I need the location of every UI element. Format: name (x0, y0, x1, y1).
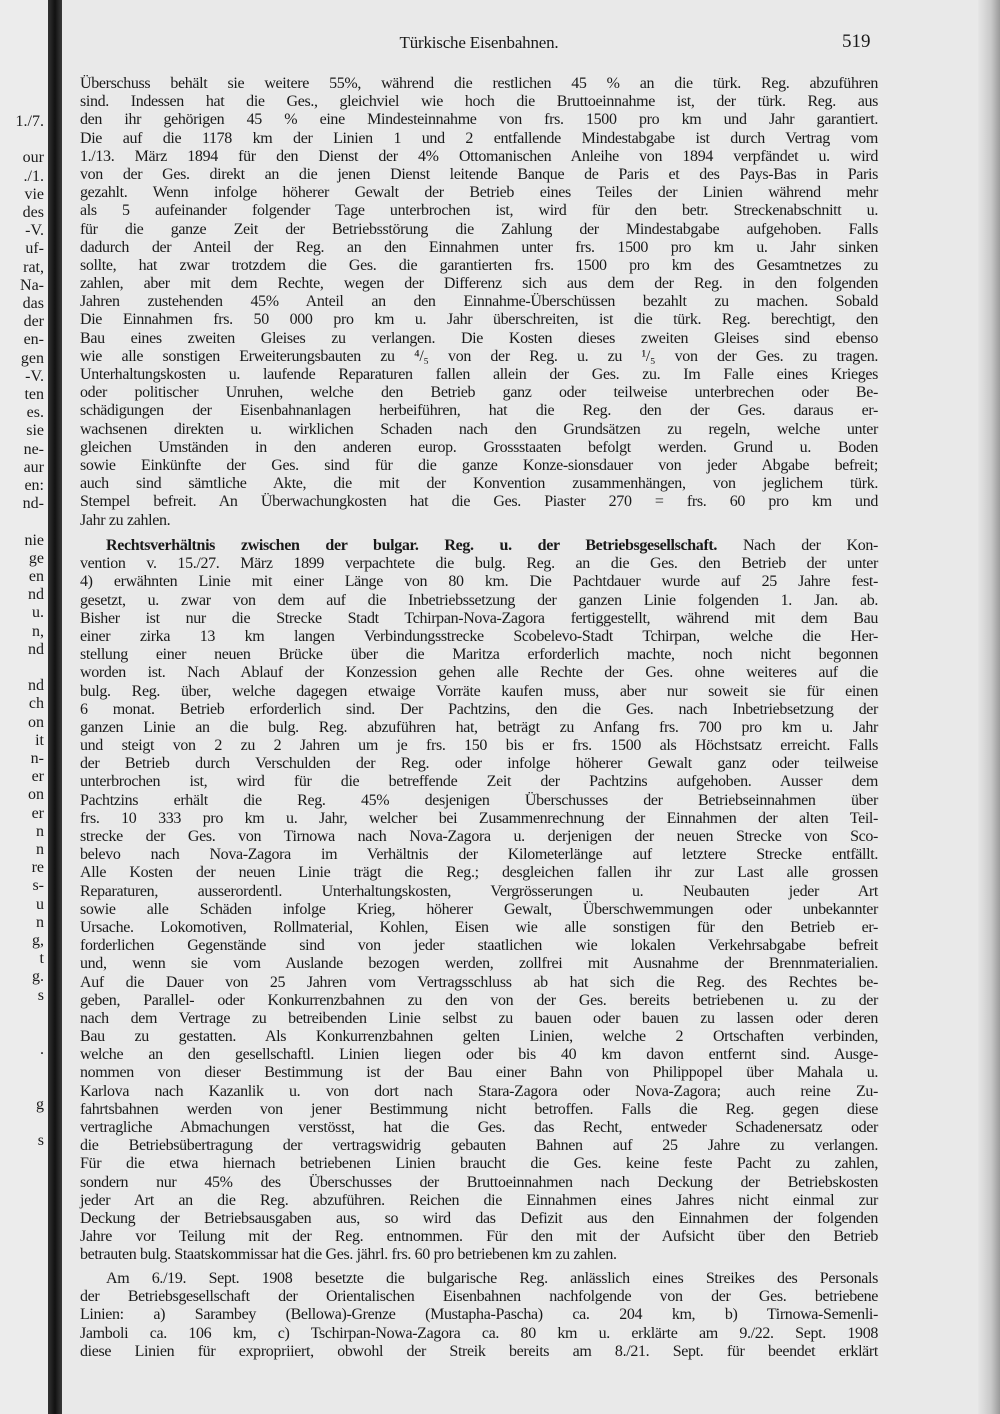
text-line: nach dem Vertrage zu betreibenden Linie selbst zu bauen oder bauen zu lassen oder deren (80, 1009, 878, 1027)
text-line: dadurch der Anteil der Reg. an den Einnahmen unter frs. 1500 pro km u. Jahr sinken (80, 238, 878, 256)
book-binding-shadow (48, 0, 62, 1414)
text-line: 6 monat. Betrieb erforderlich sind. Der Pachtzins, den die Ges. nach Inbetriebsetzung der (80, 700, 878, 718)
text-line: Unterhaltungskosten u. laufende Reparaturen fallen allein der Ges. zu. Im Falle eines Krieges (80, 366, 878, 383)
text-line: forderlichen Gegenstände sind von jeder staatlichen wie lokalen Verkehrsabgabe befreit (80, 937, 878, 955)
margin-fragment: s (37, 986, 44, 1004)
text-line: Bau eines zweiten Gleises zu verlangen. Die Kosten dieses zweiten Gleises sind ebenso (80, 329, 878, 347)
margin-fragment: n- (30, 750, 44, 767)
margin-fragment: das (22, 295, 44, 312)
paragraph-turkish-concession (80, 75, 878, 530)
margin-fragment: g, (32, 932, 44, 949)
margin-fragment: on (28, 713, 44, 731)
margin-fragment: n, (32, 622, 44, 640)
text-line: Jahren zustehenden 45% Anteil an den Einnahme-Überschüssen bezahlt zu machen. Sobald (80, 293, 878, 311)
margin-fragment: gen (20, 349, 44, 367)
text-line: betrauten bulg. Staatskommissar hat die Ges. jährl. frs. 60 pro betriebenen km zu zahlen. (80, 1246, 617, 1264)
text-line: einer zirka 13 km langen Verbindungsstrecke Scobelevo-Stadt Tchirpan, welche die Her- (80, 627, 878, 645)
margin-fragment: g (36, 1095, 44, 1113)
text-line: Alle Kosten der neuen Linie trägt die Reg.; desgleichen fallen ihr zur Last alle grossen (80, 864, 878, 882)
text-line: von der Ges. direkt an die jenen Dienst leitende Banque de Paris et des Pays-Bas in Paris (80, 165, 878, 183)
text-line: ganzen Linie an die bulg. Reg. abzuführen hat, beträgt zu Anfang frs. 700 pro km u. Jahr (80, 718, 878, 736)
margin-fragment: ne- (23, 440, 44, 458)
text-line: jeder Art an die Reg. abzuführen. Reichen die Einnahmen eines Jahres nicht einmal zur (80, 1191, 878, 1209)
page-edge-shadow (978, 0, 1000, 1414)
margin-fragment: des (22, 204, 44, 221)
line-text: Nach der Kon- (717, 537, 878, 554)
margin-fragment: 1./7. (15, 113, 44, 130)
text-line: diese Linien für expropriiert, obwohl der Streik bereits am 8./21. Sept. für beendet erklärt (80, 1342, 878, 1360)
text-line: Die auf die 1178 km der Linien 1 und 2 entfallende Mindestabgabe ist durch Vertrag vom (80, 129, 878, 147)
text-line: nommen von dieser Bestimmung ist der Bau einer Bahn von Philippopel über Mahala u. (80, 1064, 878, 1082)
margin-fragment: rat, (23, 258, 44, 276)
text-line: gleichen Umständen in den anderen europ. Grossstaaten befolgt werden. Grund u. Boden (80, 438, 878, 456)
text-line: Für die etwa hiernach betriebenen Linien braucht die Ges. keine feste Pacht zu zahlen, (80, 1155, 878, 1173)
text-line: auch sind sämtliche Akte, die mit der Konvention zusammenhängen, von jeglichem türk. (80, 475, 878, 493)
text-line: strecke der Ges. von Tirnowa nach Nova-Zagora u. derjenigen der neuen Strecke von Sco- (80, 828, 878, 845)
text-line: und, wenn sie vom Auslande bezogen werden, zollfrei mit Ausnahme der Brennmaterialien. (80, 955, 878, 973)
text-line: Bisher ist nur die Strecke Stadt Tchirpan-Nova-Zagora fertiggestellt, während mit dem Bau (80, 609, 878, 627)
text-line: fahrtsbahnen werden von jener Bestimmung nicht betroffen. Falls die Reg. gegen diese (80, 1100, 878, 1118)
text-line: oder politischer Unruhen, welche den Betrieb ganz oder teilweise unterbrechen oder Be- (80, 384, 878, 402)
margin-fragment: ./1. (23, 167, 44, 185)
margin-fragment: en: (24, 477, 44, 494)
text-line: sollte, hat zwar trotzdem die Ges. die garantierten frs. 1500 pro km des Gesamtnetzes zu (80, 256, 878, 274)
margin-fragment: n (36, 841, 44, 858)
text-line: sind. Indessen hat die Ges., gleichviel wie hoch die Bruttoeinnahme ist, der türk. Reg. aus (80, 93, 878, 111)
text-line: als 5 aufeinander folgender Tage unterbrochen ist, wird für den betr. Streckenabschnitt u. (80, 202, 878, 220)
text-line: geben, Parallel- oder Konkurrenzbahnen zu den von der Ges. bereits betriebenen u. zu der (80, 991, 878, 1009)
margin-fragment: . (40, 1041, 44, 1059)
text-line: sowie Einkünfte der Ges. sind für die ganze Konze-sionsdauer von jeder Abgabe befreit; (80, 456, 878, 474)
text-line: wachsenen direkten u. wirklichen Schaden nach den Grundsätzen zu regeln, welche unter (80, 420, 878, 438)
margin-fragment: ge (28, 549, 44, 567)
text-line: worden ist. Nach Ablauf der Konzession gehen alle Rechte der Ges. ohne weiteres auf die (80, 664, 878, 682)
margin-fragment: -V. (25, 222, 44, 240)
text-line: sondern nur 45% des Überschusses der Bruttoeinnahmen nach Deckung der Betriebskosten (80, 1173, 878, 1191)
text-line: Auf die Dauer von 25 Jahren vom Vertragsschluss ab hat sich die Reg. des Rechtes be- (80, 973, 878, 991)
text-line: der Betriebsgesellschaft der Orientalischen Eisenbahnen nachfolgende von der Ges. betriebene (80, 1288, 878, 1306)
margin-fragment: our (22, 149, 44, 167)
text-line: Deckung der Betriebsausgaben aus, so wird das Defizit aus den Einnahmen der folgenden (80, 1209, 878, 1227)
margin-fragment: n (36, 913, 44, 931)
margin-fragment: s (37, 1132, 44, 1150)
text-line: gezahlt. Wenn infolge höherer Gewalt der Betrieb eines Teiles der Linien während mehr (80, 184, 878, 202)
text-line: sowie alle Schäden infolge Krieg, höherer Gewalt, Überschwemmungen oder unbekannter (80, 900, 878, 918)
margin-fragment: der (23, 313, 44, 331)
text-line: Jamboli ca. 106 km, c) Tschirpan-Nowa-Zagora ca. 80 km u. erklärte am 9./22. Sept. 1908 (80, 1324, 878, 1342)
text-line: 1./13. März 1894 für den Dienst der 4% Ottomanischen Anleihe von 1894 verpfändet u. wird (80, 147, 878, 165)
text-line: Die Einnahmen frs. 50 000 pro km u. Jahr überschreiten, ist die türk. Reg. berechtigt, den (80, 311, 878, 329)
text-line: gesetzt, u. zwar von dem auf die Inbetriebssetzung der ganzen Linie folgenden 1. Jan. ab. (80, 591, 878, 609)
text-line: Stempel befreit. An Überwachungkosten hat die Ges. Piaster 270 = frs. 60 pro km und (80, 493, 878, 511)
margin-fragment: ten (24, 386, 44, 403)
margin-fragment: re (31, 859, 44, 877)
text-line: vertragliche Abmachungen verstösst, hat die Ges. das Recht, entweder Schadenersatz oder (80, 1119, 878, 1136)
margin-fragment: nd (28, 640, 44, 658)
text-line: wie alle sonstigen Erweiterungsbauten zu ⁴/₅ von der Reg. u. zu ¹/₅ von der Ges. zu tragen. (80, 347, 878, 365)
margin-fragment: sie (26, 422, 44, 440)
text-line: für die ganze Zeit der Betriebsstörung die Zahlung der Mindestabgabe aufgehoben. Falls (80, 220, 878, 238)
margin-fragment: ch (28, 695, 44, 713)
margin-fragment: on (28, 786, 44, 804)
text-line: der Betrieb durch Verschulden der Reg. oder infolge höherer Gewalt ganz oder teilweise (80, 755, 878, 773)
text-line: Ursache. Lokomotiven, Rollmaterial, Kohlen, Eisen wie alle sonstigen für den Betrieb er- (80, 918, 878, 936)
text-line: frs. 10 333 pro km u. Jahr, welcher bei Zusammenrechnung der Einnahmen der alten Teil- (80, 809, 878, 827)
page-number: 519 (842, 31, 871, 52)
text-line: welche an den gesellschaftl. Linien liegen oder bis 40 km davon entfernt sind. Ausge- (80, 1046, 878, 1064)
text-line: stellung einer neuen Brücke über die Maritza erforderlich machte, noch nicht begonnen (80, 646, 878, 664)
margin-fragment: Na- (20, 276, 44, 294)
text-line: zahlen, aber mit dem Rechte, wegen der Differenz sich aus dem der Reg. in den folgenden (80, 275, 878, 293)
margin-fragment: en (28, 568, 44, 585)
running-header: Türkische Eisenbahnen. (399, 33, 559, 52)
margin-fragment: er (31, 804, 44, 822)
text-line: unterbrochen ist, wird für die betreffende Zeit der Pachtzins aufgehoben. Ausser dem (80, 773, 878, 791)
text-line (80, 537, 878, 555)
margin-fragment: g. (32, 968, 44, 986)
margin-fragment: nd (28, 677, 44, 695)
text-line: Karlova nach Kazanlik u. von dort nach Stara-Zagora oder Nova-Zagora; auch reine Zu- (80, 1082, 878, 1100)
margin-fragment: t (39, 950, 44, 968)
margin-fragment: uf- (25, 240, 44, 258)
paragraph-expropriation-1908 (80, 1270, 878, 1361)
margin-fragment: aur (23, 458, 44, 476)
text-line: die Betriebsübertragung der vertragswidrig gebauten Bahnen auf 25 Jahre zu verlangen. (80, 1137, 878, 1155)
margin-fragment: it (35, 731, 44, 749)
margin-fragment: nie (24, 531, 44, 549)
section-lead-heading: Rechtsverhältnis zwischen der bulgar. Reg. u. der Betriebsgesellschaft. (106, 537, 718, 554)
text-line: bulg. Reg. über, welche dagegen etwaige Vorräte kaufen muss, aber nur soweit sie für einen (80, 682, 878, 700)
text-line: Überschuss behält sie weitere 55%, während die restlichen 45 % an die türk. Reg. abzuführen (80, 75, 878, 92)
text-line: vention v. 15./27. März 1899 verpachtete die bulg. Reg. an die Ges. den Betrieb der unter (80, 555, 878, 573)
text-line: belevo nach Nova-Zagora im Verhältnis der Kilometerlänge auf letztere Strecke entfällt. (80, 846, 878, 864)
margin-fragment: es. (26, 404, 44, 422)
text-line: und steigt von 2 zu 2 Jahren um je frs. 150 bis er frs. 1500 als Höchstsatz erreicht. Falls (80, 737, 878, 755)
margin-fragment: nd- (22, 495, 44, 513)
margin-fragment: en- (23, 331, 44, 349)
text-line: Linien: a) Sarambey (Bellowa)-Grenze (Mustapha-Pascha) ca. 204 km, b) Tirnowa-Semenli- (80, 1306, 878, 1324)
text-line: Am 6./19. Sept. 1908 besetzte die bulgarische Reg. anlässlich eines Streikes des Personals (106, 1270, 878, 1287)
margin-fragment: s- (32, 877, 44, 895)
text-line: den ihr gehörigen 45 % eine Mindesteinnahme von frs. 1500 pro km und Jahr garantiert. (80, 111, 878, 129)
margin-fragment: n (36, 822, 44, 840)
text-line: Bau zu gestatten. Als Konkurrenzbahnen gelten Linien, welche 2 Ortschaften verbinden, (80, 1028, 878, 1046)
paragraph-bulgarian-legal-relations (80, 537, 878, 1265)
margin-fragment: u. (32, 604, 44, 622)
adjacent-page-margin (0, 0, 48, 1414)
text-line: Jahr zu zahlen. (80, 511, 171, 529)
margin-fragment: er (31, 768, 44, 786)
margin-fragment: -V. (25, 367, 44, 385)
text-line: Pachtzins erhält die Reg. 45% desjenigen Überschusses der Betriebseinnahmen über (80, 791, 878, 809)
text-line: schädigungen der Eisenbahnanlagen herbeiführen, hat die Reg. den der Ges. daraus er- (80, 402, 878, 420)
margin-fragment: vie (24, 185, 44, 203)
text-line: 4) erwähnten Linie mit einer Länge von 80 km. Die Pachtdauer wurde auf 25 Jahre fest- (80, 573, 878, 591)
margin-fragment: u (36, 895, 44, 913)
text-line: Reparaturen, ausserordentl. Unterhaltungskosten, Vergrösserungen u. Neubauten jeder Art (80, 882, 878, 900)
margin-fragment: nd (28, 586, 44, 604)
text-line: Jahre vor Teilung mit der Reg. entnommen. Für den mit der Aufsicht über den Betrieb (80, 1228, 878, 1246)
